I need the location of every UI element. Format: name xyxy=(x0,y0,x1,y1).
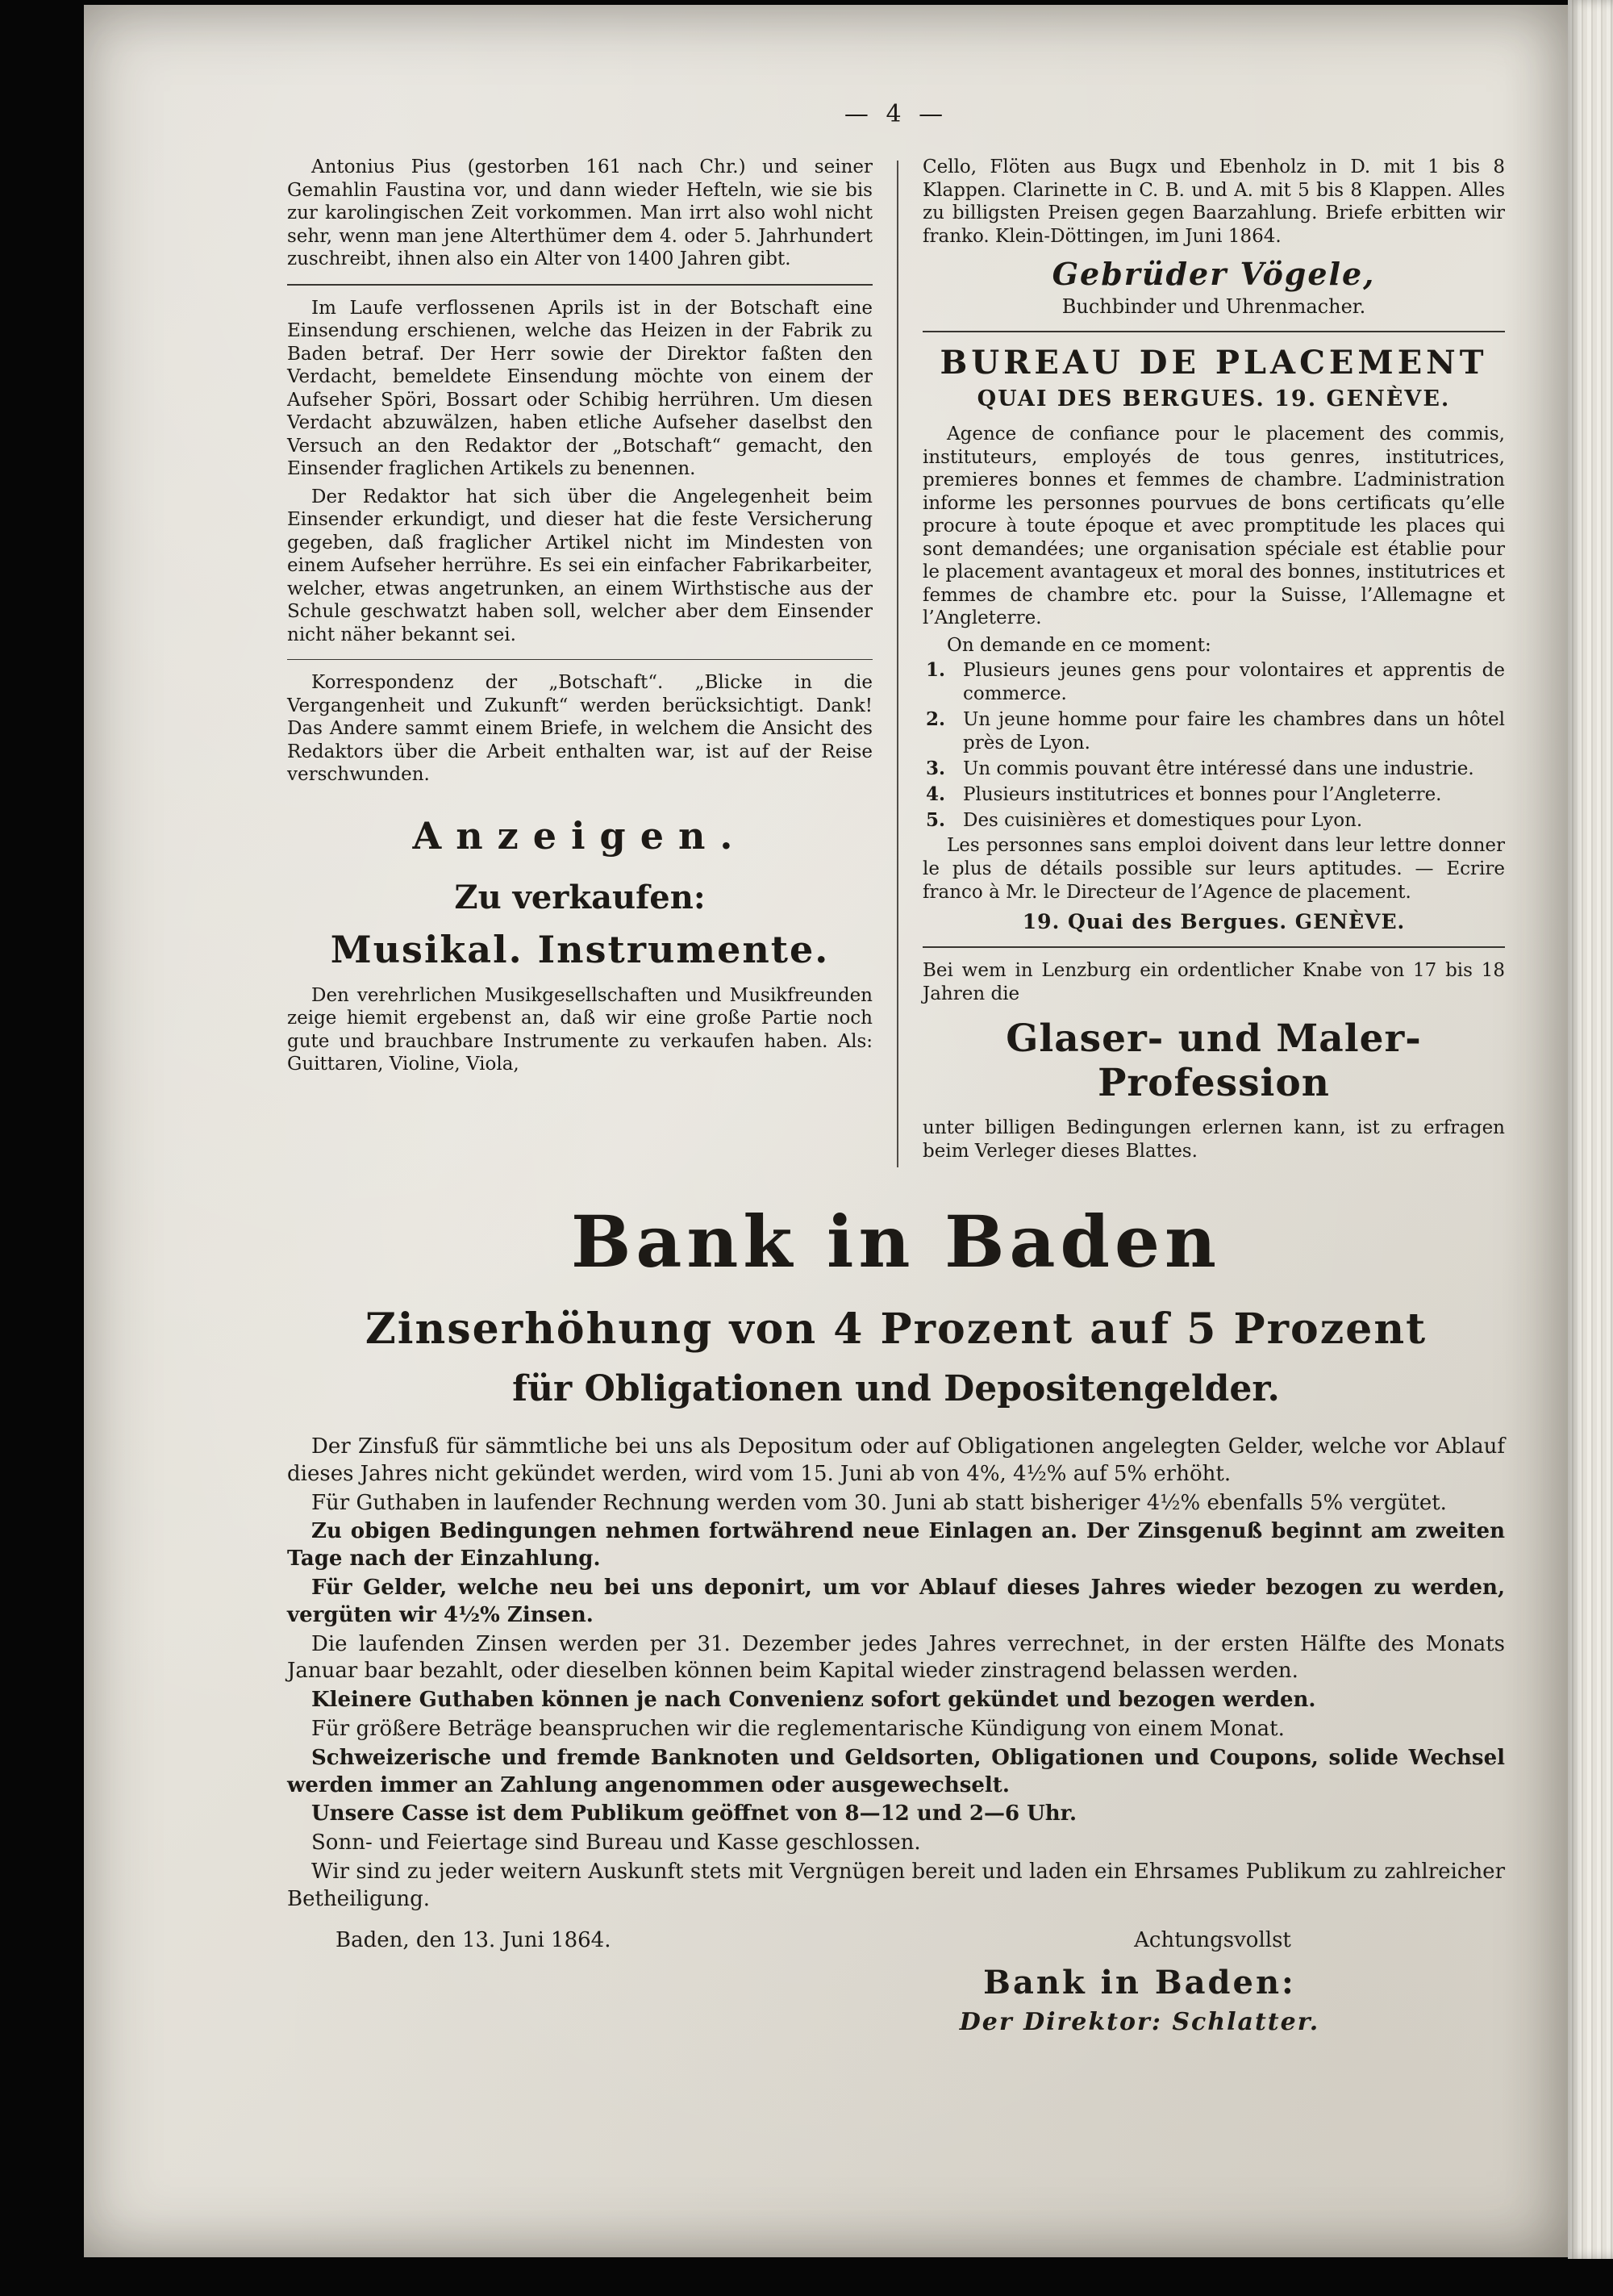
glaser-maler-heading: Glaser- und Maler-Profession xyxy=(1006,1017,1422,1106)
bank-paragraph: Kleinere Guthaben können je nach Convenienz sofort gekündet und bezogen werden. xyxy=(311,1688,1316,1713)
list-item xyxy=(923,659,1505,706)
book-page-edges xyxy=(1568,0,1613,2259)
list-item-text: Un commis pouvant être intéressé dans une industrie. xyxy=(963,758,1474,779)
list-item-text: Un jeune homme pour faire les chambres dans un hôtel près de Lyon. xyxy=(963,708,1505,754)
list-item-number: 2. xyxy=(926,708,946,730)
vogele-signature: Gebrüder Vögele, xyxy=(1052,256,1376,293)
musikal-ad-text: Den verehrlichen Musikgesellschaften und Musikfreunden zeige hiemit ergebenst an, daß wir eine große Partie noch gute und brauchbare Instrumente zu verkaufen haben. Als: Guittaren, Violine, Viola, xyxy=(287,984,873,1075)
bank-ad-subtitle-2: für Obligationen und Depositengelder. xyxy=(512,1368,1280,1410)
page-number: — 4 — xyxy=(844,100,948,128)
bank-paragraph: Für größere Beträge beanspruchen wir die reglementarische Kündigung von einem Monat. xyxy=(311,1717,1285,1742)
list-item-text: Plusieurs institutrices et bonnes pour l’Angleterre. xyxy=(963,783,1442,805)
article-antonius-pius: Antonius Pius (gestorben 161 nach Chr.) und seiner Gemahlin Faustina vor, und dann wieder Hefteln, wie sie bis zur karolingischen Zeit vorkommen. Man irrt also wohl nicht sehr, wenn man jene Alterthümer dem 4. oder 5. Jahrhundert zuschreibt, ihnen also ein Alter von 1400 Jahren gibt. xyxy=(287,157,873,270)
bank-paragraph: Für Guthaben in laufender Rechnung werden vom 30. Juni ab statt bisheriger 4½% ebenfalls 5% vergütet. xyxy=(311,1490,1447,1515)
article-botschaft-2: Der Redaktor hat sich über die Angelegenheit beim Einsender erkundigt, und dieser hat die feste Versicherung gegeben, daß fraglicher Artikel nicht im Mindesten von einem Aufseher herrühre. Es sei ein einfacher Fabrikarbeiter, welcher, etwas angetrunken, an einem Wirthstische aus der Schule geschwatzt haben soll, welcher aber dem Einsender nicht näher bekannt sei. xyxy=(287,486,873,645)
bank-signature-name: Bank in Baden: xyxy=(983,1963,1296,2002)
list-item xyxy=(923,708,1505,755)
list-item-number: 5. xyxy=(926,808,946,831)
bank-paragraph: Zu obigen Bedingungen nehmen fortwährend neue Einlagen an. Der Zinsgenuß beginnt am zweiten Tage nach der Einzahlung. xyxy=(287,1519,1505,1572)
bank-date-line: Baden, den 13. Juni 1864. xyxy=(336,1927,611,1952)
vogele-subtitle: Buchbinder und Uhrenmacher. xyxy=(1061,295,1366,319)
on-demande-line: On demande en ce moment: xyxy=(947,634,1211,656)
anzeigen-heading: Anzeigen. xyxy=(412,813,748,858)
glaser-outro: unter billigen Bedingungen erlernen kann, ist zu erfragen beim Verleger dieses Blattes. xyxy=(923,1117,1505,1162)
list-item-text: Plusieurs jeunes gens pour volontaires et apprentis de commerce. xyxy=(963,659,1505,704)
section-rule xyxy=(923,946,1505,948)
korrespondenz-note: Korrespondenz der „Botschaft“. „Blicke in die Vergangenheit und Zukunft“ werden berücksichtigt. Dank! Das Andere sammt einem Briefe, in welchem die Ansicht des Redaktors über die Arbeit enthalten war, ist auf der Reise verschwunden. xyxy=(287,672,873,786)
bank-paragraph: Die laufenden Zinsen werden per 31. Dezember jedes Jahres verrechnet, in der ersten Hälfte des Monats Januar baar bezahlt, oder dieselben können beim Kapital wieder zinstragend belassen werden. xyxy=(287,1631,1505,1684)
bureau-address-line: QUAI DES BERGUES. 19. GENÈVE. xyxy=(977,386,1451,412)
bank-closing-word: Achtungsvollst xyxy=(1134,1927,1291,1952)
bank-director-signature: Der Direktor: Schlatter. xyxy=(959,2007,1320,2036)
article-botschaft-1: Im Laufe verflossenen Aprils ist in der Botschaft eine Einsendung erschienen, welche das Heizen in der Fabrik zu Baden betraf. Der Herr sowie der Direktor faßten den Verdacht, bemeldete Einsendung möchte von einem der Aufseher Spöri, Bossart oder Schibig herrühren. Um diesen Verdacht abzuwälzen, haben etliche Aufseher daselbst den Versuch an den Redaktor der „Botschaft“ gemacht, den Einsender fraglichen Artikels zu benennen. xyxy=(287,297,873,480)
bank-ad-subtitle-1: Zinserhöhung von 4 Prozent auf 5 Prozent xyxy=(365,1305,1428,1355)
bank-paragraph: Unsere Casse ist dem Publikum geöffnet von 8—12 und 2—6 Uhr. xyxy=(311,1801,1077,1826)
section-rule xyxy=(287,659,873,660)
section-rule xyxy=(923,331,1505,332)
bureau-outro: Les personnes sans emploi doivent dans leur lettre donner le plus de détails possible sur leurs aptitudes. — Ecrire franco à Mr. le Directeur de l’Agence de placement. xyxy=(923,835,1505,903)
left-column xyxy=(287,156,873,1167)
bank-paragraph: Wir sind zu jeder weitern Auskunft stets mit Vergnügen bereit und laden ein Ehrsames Publikum zu zahlreicher Betheiligung. xyxy=(287,1860,1505,1911)
list-item xyxy=(923,783,1505,807)
list-item xyxy=(923,809,1505,833)
right-column xyxy=(923,156,1505,1167)
list-item xyxy=(923,758,1505,781)
column-divider xyxy=(897,161,898,1167)
musikal-instrumente-heading: Musikal. Instrumente. xyxy=(330,927,830,971)
page-content xyxy=(287,100,1505,2036)
bureau-intro: Agence de confiance pour le placement des commis, instituteurs, employés de tous genres, institutrices, premieres bonnes et femmes de chambre. L’administration informe les personnes pourvues de bons certificats qu’elle procure à toute époque et avec promptitude les places qui sont demandées; une organisation spéciale est établie pour le placement avantageux et moral des bonnes, institutrices et femmes de chambre etc. pour la Suisse, l’Allemagne et l’Angleterre. xyxy=(923,424,1505,629)
bureau-footer-address: 19. Quai des Bergues. GENÈVE. xyxy=(1022,910,1406,934)
list-item-number: 1. xyxy=(926,658,946,681)
bank-paragraph: Schweizerische und fremde Banknoten und Geldsorten, Obligationen und Coupons, solide Wechsel werden immer an Zahlung angenommen oder ausgewechselt. xyxy=(287,1745,1505,1797)
bank-ad-title: Bank in Baden xyxy=(571,1200,1221,1284)
list-item-text: Des cuisinières et domestiques pour Lyon. xyxy=(963,809,1363,831)
two-column-section xyxy=(287,156,1505,1167)
bank-in-baden-ad xyxy=(287,1200,1505,2036)
bank-signature-row xyxy=(287,1928,1505,1952)
list-item-number: 3. xyxy=(926,757,946,779)
bank-paragraph: Der Zinsfuß für sämmtliche bei uns als Depositum oder auf Obligationen angelegten Gelder, welche vor Ablauf dieses Jahres nicht gekündet werden, wird vom 15. Juni ab von 4%, 4½% auf 5% erhöht. xyxy=(287,1434,1505,1486)
bank-paragraph: Für Gelder, welche neu bei uns deponirt, um vor Ablauf dieses Jahres wieder bezogen zu werden, vergüten wir 4½% Zinsen. xyxy=(287,1576,1505,1627)
bureau-de-placement-title: BUREAU DE PLACEMENT xyxy=(940,344,1488,382)
section-rule xyxy=(287,284,873,286)
glaser-intro: Bei wem in Lenzburg ein ordentlicher Knabe von 17 bis 18 Jahren die xyxy=(923,960,1505,1004)
list-item-number: 4. xyxy=(926,783,946,805)
newspaper-page xyxy=(84,5,1573,2257)
zu-verkaufen-heading: Zu verkaufen: xyxy=(454,878,706,916)
bank-paragraph: Sonn- und Feiertage sind Bureau und Kasse geschlossen. xyxy=(311,1831,921,1856)
musikal-ad-continuation: Cello, Flöten aus Bugx und Ebenholz in D. mit 1 bis 8 Klappen. Clarinette in C. B. und A. mit 5 bis 8 Klappen. Alles zu billigsten Preisen gegen Baarzahlung. Briefe erbitten wir franko. Klein-Döttingen, im Juni 1864. xyxy=(923,157,1505,247)
